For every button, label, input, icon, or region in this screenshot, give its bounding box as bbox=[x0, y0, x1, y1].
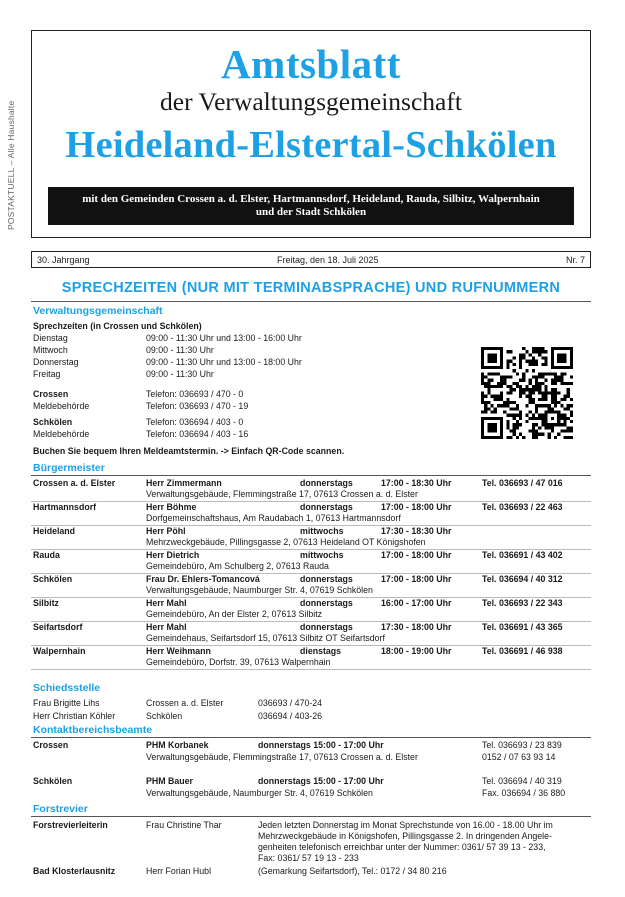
issue-date: Freitag, den 18. Juli 2025 bbox=[276, 254, 379, 265]
page-headline: SPRECHZEITEN (NUR MIT TERMINABSPRACHE) UND RUFNUMMERN bbox=[61, 280, 561, 296]
section-vg-heading: Verwaltungsgemeinschaft bbox=[33, 305, 163, 317]
mayor-place: Crossen a. d. Elster bbox=[33, 478, 116, 488]
vg-hours-day: Mittwoch bbox=[33, 345, 68, 355]
section-rule bbox=[31, 816, 591, 817]
issue-info-bar bbox=[31, 251, 591, 268]
mayor-time: 17:00 - 18:00 Uhr bbox=[381, 574, 452, 584]
forest-person: Frau Christine Thar bbox=[146, 820, 222, 830]
section-police-heading: Kontaktbereichsbeamte bbox=[33, 724, 153, 736]
mayor-place: Hartmannsdorf bbox=[33, 502, 97, 512]
municipalities-bar bbox=[48, 187, 574, 225]
forest-info-line: Mehrzweckgebäude in Königshofen, Pillingsgasse 2. In dringenden Angele- bbox=[258, 831, 552, 841]
police-officer: PHM Bauer bbox=[146, 776, 193, 786]
headline-rule bbox=[31, 301, 591, 302]
mayor-phone: Tel. 036694 / 40 312 bbox=[482, 574, 563, 584]
mayor-time: 18:00 - 19:00 Uhr bbox=[381, 646, 452, 656]
mayor-name: Herr Weihmann bbox=[146, 646, 211, 656]
vg-hours-day: Dienstag bbox=[33, 333, 68, 343]
vg-phone-name: Crossen bbox=[33, 389, 69, 399]
qr-code-icon[interactable] bbox=[481, 347, 573, 439]
mayor-place: Rauda bbox=[33, 550, 60, 560]
mayor-day: donnerstags bbox=[300, 502, 353, 512]
mayor-address: Dorfgemeinschaftshaus, Am Raudabach 1, 07613 Hartmannsdorf bbox=[146, 513, 401, 523]
mayor-time: 17:30 - 18:00 Uhr bbox=[381, 622, 452, 632]
forest-info-line: (Gemarkung Seifartsdorf), Tel.: 0172 / 34 80 216 bbox=[258, 866, 447, 876]
mayor-phone: Tel. 036691 / 46 938 bbox=[482, 646, 563, 656]
police-phone: Tel. 036693 / 23 839 bbox=[482, 740, 562, 750]
police-phone: Tel. 036694 / 40 319 bbox=[482, 776, 562, 786]
mayor-address: Gemeindebüro, An der Elster 2, 07613 Silbitz bbox=[146, 609, 323, 619]
police-officer: PHM Korbanek bbox=[146, 740, 209, 750]
police-place: Crossen bbox=[33, 740, 69, 750]
section-mayors-heading: Bürgermeister bbox=[33, 462, 105, 474]
mayor-name: Herr Mahl bbox=[146, 598, 187, 608]
mayor-day: donnerstags bbox=[300, 478, 353, 488]
police-place: Schkölen bbox=[33, 776, 73, 786]
issue-volume: 30. Jahrgang bbox=[37, 254, 90, 265]
section-forest-heading: Forstrevier bbox=[33, 803, 88, 815]
forest-role: Bad Klosterlausnitz bbox=[33, 866, 116, 876]
mayor-name: Herr Mahl bbox=[146, 622, 187, 632]
masthead-place: Heideland-Elstertal-Schkölen bbox=[65, 124, 557, 166]
arbitration-phone: 036694 / 403-26 bbox=[258, 711, 323, 721]
vg-hours-time: 09:00 - 11:30 Uhr bbox=[146, 369, 214, 379]
mayor-day: donnerstags bbox=[300, 598, 353, 608]
vg-hours-time: 09:00 - 11:30 Uhr bbox=[146, 345, 214, 355]
municipalities-line-1: mit den Gemeinden Crossen a. d. Elster, Hartmannsdorf, Heideland, Rauda, Silbitz, Walpernhain bbox=[82, 192, 540, 205]
mayor-name: Herr Pöhl bbox=[146, 526, 186, 536]
mayor-phone: Tel. 036693 / 47 016 bbox=[482, 478, 563, 488]
mayor-place: Schkölen bbox=[33, 574, 73, 584]
row-divider bbox=[31, 669, 591, 670]
vg-hours-time: 09:00 - 11:30 Uhr und 13:00 - 16:00 Uhr bbox=[146, 333, 302, 343]
mayor-place: Heideland bbox=[33, 526, 76, 536]
vg-phone-name: Meldebehörde bbox=[33, 429, 90, 439]
masthead bbox=[31, 30, 591, 238]
forest-info-line: Jeden letzten Donnerstag im Monat Sprechstunde von 16.00 - 18.00 Uhr im bbox=[258, 820, 553, 830]
police-hours: donnerstags 15:00 - 17:00 Uhr bbox=[258, 776, 384, 786]
arbitration-name: Frau Brigitte Lihs bbox=[33, 698, 100, 708]
mayor-phone: Tel. 036691 / 43 402 bbox=[482, 550, 563, 560]
vg-hours-day: Freitag bbox=[33, 369, 61, 379]
section-rule bbox=[31, 475, 591, 476]
vg-phone-name: Meldebehörde bbox=[33, 401, 90, 411]
issue-number: Nr. 7 bbox=[565, 254, 585, 265]
mayor-place: Walpernhain bbox=[33, 646, 86, 656]
forest-role: Forstrevierleiterin bbox=[33, 820, 108, 830]
mayor-day: donnerstags bbox=[300, 622, 353, 632]
masthead-subtitle: der Verwaltungsgemeinschaft bbox=[160, 87, 462, 116]
vg-hours-day: Donnerstag bbox=[33, 357, 79, 367]
section-arbitration-heading: Schiedsstelle bbox=[33, 682, 101, 694]
mayor-name: Frau Dr. Ehlers-Tomancová bbox=[146, 574, 260, 584]
forest-person: Herr Forian Hubl bbox=[146, 866, 212, 876]
mayor-phone: Tel. 036693 / 22 343 bbox=[482, 598, 563, 608]
vg-phone-number: Telefon: 036693 / 470 - 0 bbox=[146, 389, 244, 399]
mayor-address: Mehrzweckgebäude, Pillingsgasse 2, 07613 Heideland OT Königshofen bbox=[146, 537, 426, 547]
mayor-phone: Tel. 036691 / 43 365 bbox=[482, 622, 563, 632]
mayor-day: mittwochs bbox=[300, 526, 344, 536]
mayor-address: Gemeindebüro, Dorfstr. 39, 07613 Walpernhain bbox=[146, 657, 331, 667]
masthead-title: Amtsblatt bbox=[221, 41, 401, 87]
mayor-time: 17:00 - 18:30 Uhr bbox=[381, 478, 452, 488]
vg-hours-time: 09:00 - 11:30 Uhr und 13:00 - 18:00 Uhr bbox=[146, 357, 302, 367]
police-address: Verwaltungsgebäude, Naumburger Str. 4, 07619 Schkölen bbox=[146, 788, 373, 798]
mayor-place: Seifartsdorf bbox=[33, 622, 83, 632]
mayor-day: dienstags bbox=[300, 646, 342, 656]
vg-phone-number: Telefon: 036694 / 403 - 16 bbox=[146, 429, 249, 439]
mayor-address: Gemeindebüro, Am Schulberg 2, 07613 Rauda bbox=[146, 561, 329, 571]
mayor-time: 17:00 - 18:00 Uhr bbox=[381, 502, 452, 512]
vg-phone-number: Telefon: 036694 / 403 - 0 bbox=[146, 417, 244, 427]
vg-phone-number: Telefon: 036693 / 470 - 19 bbox=[146, 401, 249, 411]
mayor-address: Verwaltungsgebäude, Flemmingstraße 17, 07613 Crossen a. d. Elster bbox=[146, 489, 418, 499]
mayor-time: 16:00 - 17:00 Uhr bbox=[381, 598, 452, 608]
arbitration-phone: 036693 / 470-24 bbox=[258, 698, 323, 708]
section-rule bbox=[31, 737, 591, 738]
municipalities-line-2: und der Stadt Schkölen bbox=[255, 206, 367, 218]
police-hours: donnerstags 15:00 - 17:00 Uhr bbox=[258, 740, 384, 750]
police-address: Verwaltungsgebäude, Flemmingstraße 17, 07613 Crossen a. d. Elster bbox=[146, 752, 418, 762]
mayor-time: 17:30 - 18:30 Uhr bbox=[381, 526, 452, 536]
mayor-name: Herr Zimmermann bbox=[146, 478, 222, 488]
vg-booking-note: Buchen Sie bequem Ihren Meldeamtstermin. -> Einfach QR-Code scannen. bbox=[33, 446, 345, 456]
vg-hours-title: Sprechzeiten (in Crossen und Schkölen) bbox=[33, 321, 202, 331]
mayor-day: donnerstags bbox=[300, 574, 353, 584]
arbitration-place: Crossen a. d. Elster bbox=[146, 698, 224, 708]
police-fax: Fax. 036694 / 36 880 bbox=[482, 788, 566, 798]
mayor-name: Herr Dietrich bbox=[146, 550, 200, 560]
vg-phone-name: Schkölen bbox=[33, 417, 73, 427]
forest-info-line: Fax: 0361/ 57 19 13 - 233 bbox=[258, 853, 359, 863]
police-mobile: 0152 / 07 63 93 14 bbox=[482, 752, 556, 762]
mayor-place: Silbitz bbox=[33, 598, 59, 608]
mayor-address: Verwaltungsgebäude, Naumburger Str. 4, 07619 Schkölen bbox=[146, 585, 373, 595]
mayor-address: Gemeindehaus, Seifartsdorf 15, 07613 Silbitz OT Seifartsdorf bbox=[146, 633, 385, 643]
arbitration-name: Herr Christian Köhler bbox=[33, 711, 116, 721]
distribution-label: POSTAKTUELL – Alle Haushalte bbox=[6, 100, 16, 230]
forest-info-line: genheiten telefonisch erreichbar unter der Nummer: 0361/ 57 39 13 - 233, bbox=[258, 842, 546, 852]
mayor-day: mittwochs bbox=[300, 550, 344, 560]
mayor-time: 17:00 - 18:00 Uhr bbox=[381, 550, 452, 560]
arbitration-place: Schkölen bbox=[146, 711, 183, 721]
mayor-name: Herr Böhme bbox=[146, 502, 197, 512]
mayor-phone: Tel. 036693 / 22 463 bbox=[482, 502, 563, 512]
